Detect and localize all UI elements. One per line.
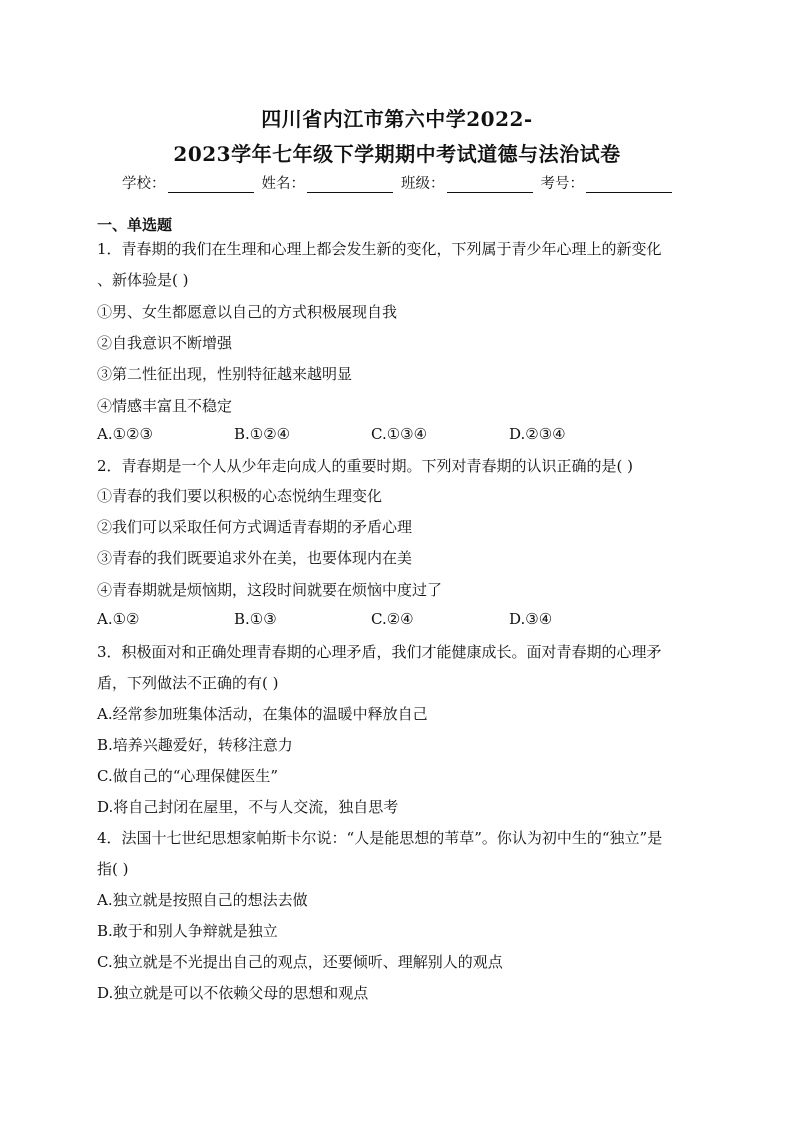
question-1-option-a[interactable]: A.①②③	[97, 425, 153, 443]
question-3-stem-line-1: 3．积极面对和正确处理青春期的心理矛盾，我们才能健康成长。面对青春期的心理矛	[97, 643, 662, 661]
question-2-option-d[interactable]: D.③④	[509, 610, 553, 628]
question-4-stem-line-1: 4．法国十七世纪思想家帕斯卡尔说：“人是能思想的苇草”。你认为初中生的“独立”是	[97, 829, 663, 847]
question-2-statement-2: ②我们可以采取任何方式调适青春期的矛盾心理	[97, 518, 413, 536]
class-field	[401, 172, 533, 193]
question-3-stem-line-2: 盾，下列做法不正确的有( )	[97, 674, 279, 692]
question-4-stem-line-2: 指( )	[97, 860, 129, 878]
question-1-statement-4: ④情感丰富且不稳定	[97, 397, 233, 415]
question-3-option-c[interactable]: C.做自己的“心理保健医生”	[97, 767, 279, 785]
name-blank[interactable]	[307, 178, 393, 193]
question-2-option-c[interactable]: C.②④	[371, 610, 414, 628]
exam-number-field	[541, 172, 673, 193]
exam-number-blank[interactable]	[586, 178, 672, 193]
question-1-statement-1: ①男、女生都愿意以自己的方式积极展现自我	[97, 303, 398, 321]
student-info-row	[0, 172, 794, 193]
question-2-statement-3: ③青春的我们既要追求外在美，也要体现内在美	[97, 549, 413, 567]
class-label: 班级：	[401, 176, 445, 192]
question-1-statement-2: ②自我意识不断增强	[97, 334, 233, 352]
question-1-stem-line-2: 、新体验是( )	[97, 271, 189, 289]
exam-number-label: 考号：	[540, 176, 584, 192]
question-4-option-c[interactable]: C.独立就是不光提出自己的观点，还要倾听、理解别人的观点	[97, 953, 503, 971]
question-2-statement-1: ①青春的我们要以积极的心态悦纳生理变化	[97, 487, 383, 505]
question-2-statement-4: ④青春期就是烦恼期，这段时间就要在烦恼中度过了	[97, 581, 443, 599]
question-1-option-d[interactable]: D.②③④	[509, 425, 566, 443]
school-label: 学校：	[122, 176, 166, 192]
exam-title-line-2: 2023学年七年级下学期期中考试道德与法治试卷	[173, 142, 621, 166]
name-label: 姓名：	[261, 176, 305, 192]
question-4-option-a[interactable]: A.独立就是按照自己的想法去做	[97, 891, 308, 909]
class-blank[interactable]	[447, 178, 533, 193]
question-1-stem-line-1: 1．青春期的我们在生理和心理上都会发生新的变化，下列属于青少年心理上的新变化	[97, 240, 662, 258]
name-field	[262, 172, 394, 193]
question-1-option-b[interactable]: B.①②④	[234, 425, 291, 443]
question-2-stem: 2．青春期是一个人从少年走向成人的重要时期。下列对青春期的认识正确的是( )	[97, 457, 634, 475]
question-1-option-c[interactable]: C.①③④	[371, 425, 428, 443]
question-3-option-d[interactable]: D.将自己封闭在屋里，不与人交流，独自思考	[97, 798, 399, 816]
question-4-option-b[interactable]: B.敢于和别人争辩就是独立	[97, 922, 278, 940]
exam-title-line-1: 四川省内江市第六中学2022-	[261, 107, 533, 131]
question-4-option-d[interactable]: D.独立就是可以不依赖父母的思想和观点	[97, 984, 369, 1002]
question-2-option-a[interactable]: A.①②	[97, 610, 140, 628]
question-3-option-a[interactable]: A.经常参加班集体活动，在集体的温暖中释放自己	[97, 705, 428, 723]
question-3-option-b[interactable]: B.培养兴趣爱好，转移注意力	[97, 736, 293, 754]
school-field	[122, 172, 254, 193]
section-title: 一、单选题	[97, 216, 173, 234]
question-1-statement-3: ③第二性征出现，性别特征越来越明显	[97, 365, 353, 383]
question-2-option-b[interactable]: B.①③	[234, 610, 277, 628]
school-blank[interactable]	[168, 178, 254, 193]
